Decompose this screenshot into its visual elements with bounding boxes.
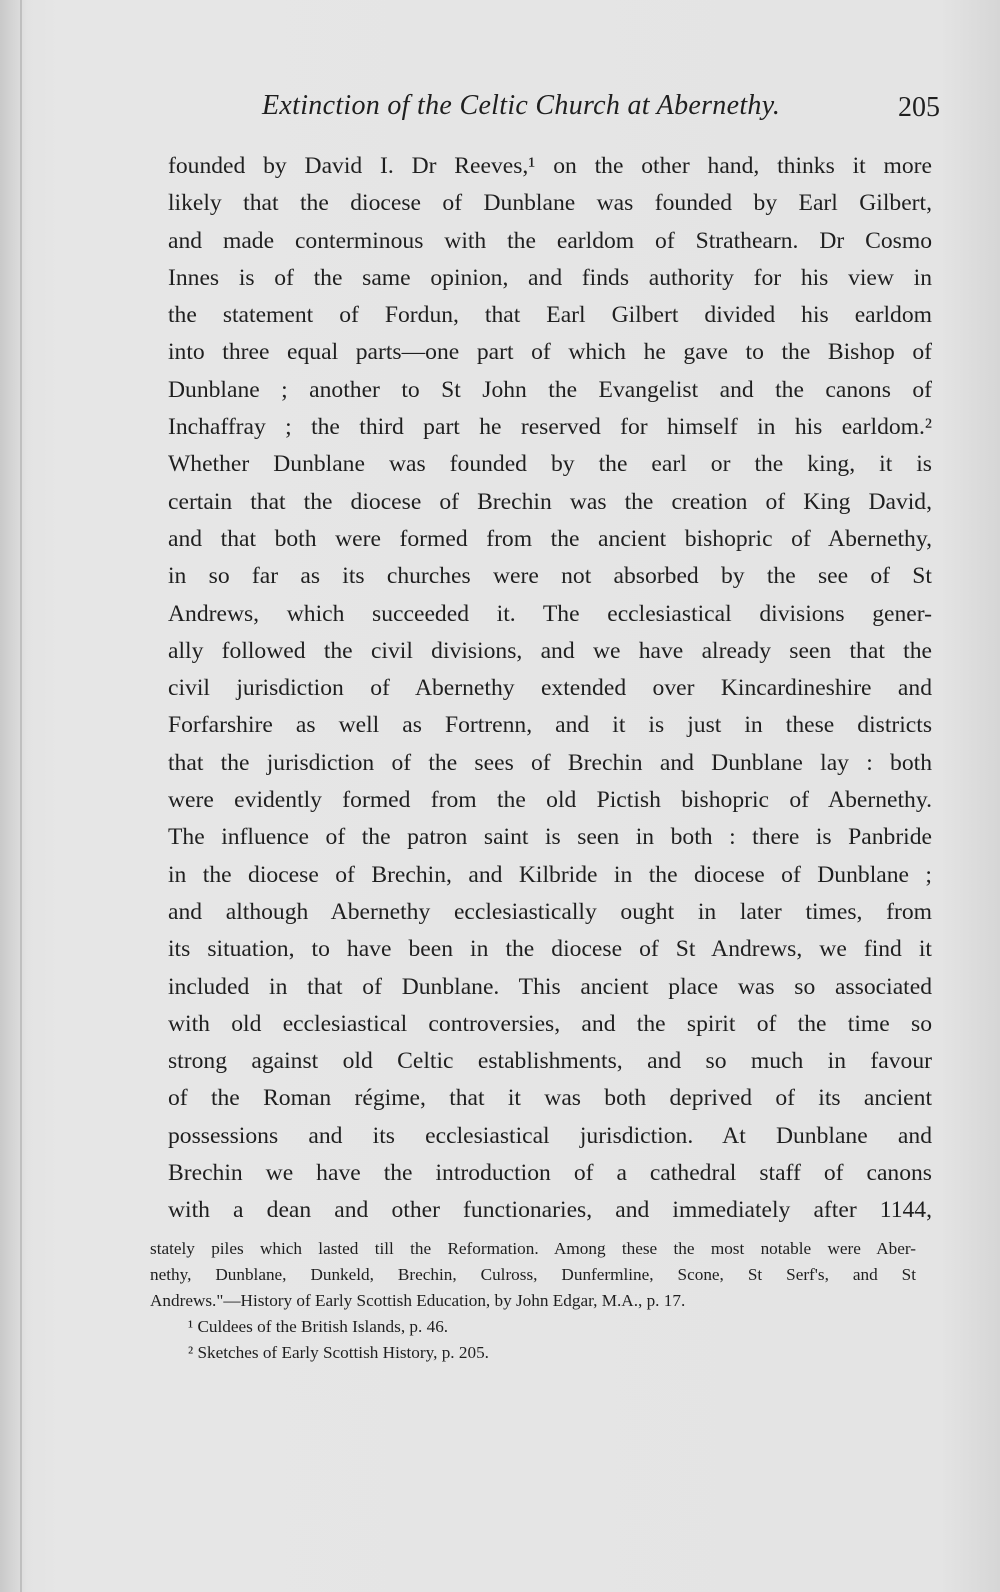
footnote-line: stately piles which lasted till the Reformation. Among these the most notable were Aber- — [150, 1239, 916, 1258]
page-header — [262, 90, 940, 130]
text-line: that the jurisdiction of the sees of Brechin and Dunblane lay : both — [168, 749, 932, 776]
text-line: Inchaffray ; the third part he reserved for himself in his earldom.² — [168, 414, 932, 441]
text-line: Brechin we have the introduction of a cathedral staff of canons — [168, 1160, 932, 1187]
text-line: were evidently formed from the old Pictish bishopric of Abernethy. — [168, 787, 932, 814]
footnote-2: ² Sketches of Early Scottish History, p. 205. — [188, 1343, 489, 1362]
page-number: 205 — [898, 92, 940, 123]
text-line: included in that of Dunblane. This ancient place was so associated — [168, 973, 932, 1000]
text-line: in the diocese of Brechin, and Kilbride in the diocese of Dunblane ; — [168, 861, 932, 888]
text-line: The influence of the patron saint is seen in both : there is Panbride — [168, 824, 932, 851]
text-line: and that both were formed from the ancient bishopric of Abernethy, — [168, 525, 932, 552]
text-line: the statement of Fordun, that Earl Gilbert divided his earldom — [168, 302, 932, 329]
text-line: its situation, to have been in the diocese of St Andrews, we find it — [168, 936, 932, 963]
text-line: Forfarshire as well as Fortrenn, and it is just in these districts — [168, 712, 932, 739]
text-line: founded by David I. Dr Reeves,¹ on the other hand, thinks it more — [168, 153, 932, 179]
text-line: likely that the diocese of Dunblane was founded by Earl Gilbert, — [168, 190, 932, 217]
footnote-line: nethy, Dunblane, Dunkeld, Brechin, Culross, Dunfermline, Scone, St Serf's, and St — [150, 1265, 916, 1284]
footnotes — [150, 1236, 916, 1366]
text-line: with a dean and other functionaries, and immediately after 1144, — [168, 1197, 932, 1224]
text-line: into three equal parts—one part of which he gave to the Bishop of — [168, 339, 932, 366]
text-line: certain that the diocese of Brechin was the creation of King David, — [168, 488, 932, 515]
text-line: Andrews, which succeeded it. The ecclesiastical divisions gener- — [168, 600, 932, 627]
page-gutter-shadow — [20, 0, 22, 1592]
text-line: and made conterminous with the earldom of Strathearn. Dr Cosmo — [168, 227, 932, 254]
text-line: strong against old Celtic establishments, and so much in favour — [168, 1048, 932, 1075]
text-line: possessions and its ecclesiastical jurisdiction. At Dunblane and — [168, 1122, 932, 1149]
text-line: civil jurisdiction of Abernethy extended over Kincardineshire and — [168, 675, 932, 702]
text-line: Whether Dunblane was founded by the earl or the king, it is — [168, 451, 932, 478]
text-line: ally followed the civil divisions, and we have already seen that the — [168, 637, 932, 664]
text-line: and although Abernethy ecclesiastically ought in later times, from — [168, 898, 932, 925]
text-line: of the Roman régime, that it was both deprived of its ancient — [168, 1085, 932, 1112]
footnote-1: ¹ Culdees of the British Islands, p. 46. — [188, 1317, 449, 1336]
body-text — [168, 148, 932, 1230]
text-line: with old ecclesiastical controversies, and the spirit of the time so — [168, 1010, 932, 1037]
running-title: Extinction of the Celtic Church at Abernethy. — [262, 90, 781, 121]
footnote-line: Andrews."—History of Early Scottish Education, by John Edgar, M.A., p. 17. — [150, 1291, 686, 1310]
text-line: Dunblane ; another to St John the Evangelist and the canons of — [168, 376, 932, 403]
text-line: Innes is of the same opinion, and finds authority for his view in — [168, 264, 932, 291]
text-line: in so far as its churches were not absorbed by the see of St — [168, 563, 932, 590]
